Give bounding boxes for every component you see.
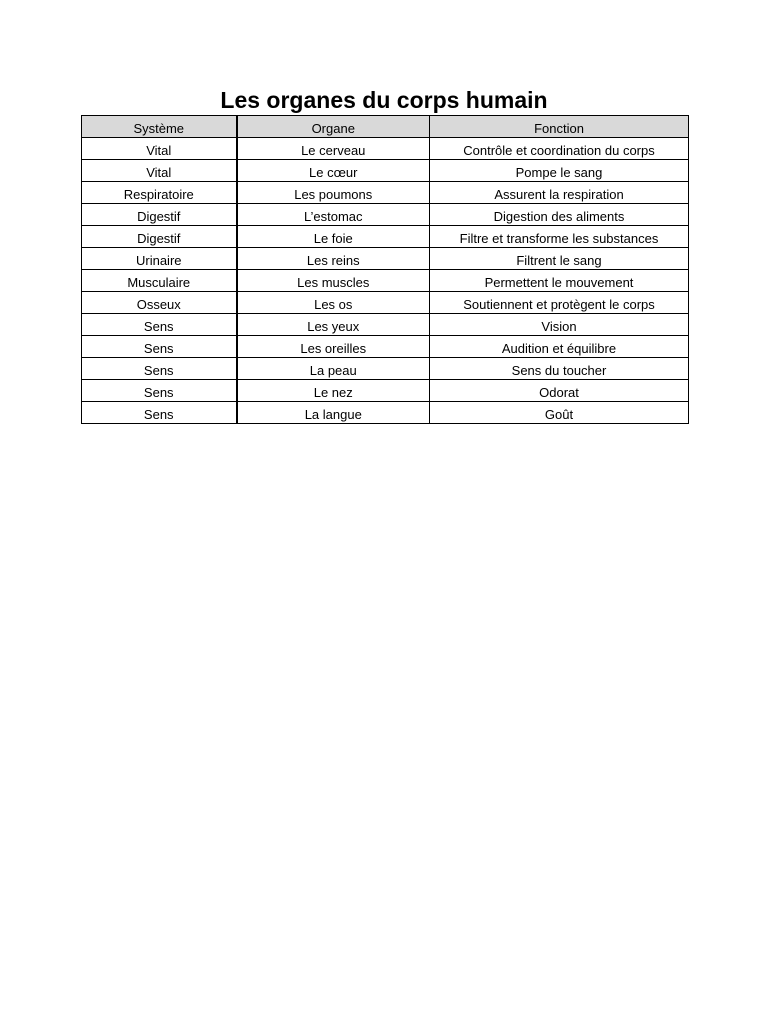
table-row xyxy=(82,292,689,314)
cell-systeme: Urinaire xyxy=(82,248,237,270)
cell-fonction: Digestion des aliments xyxy=(430,204,689,226)
page-title: Les organes du corps humain xyxy=(220,87,548,113)
cell-fonction: Filtre et transforme les substances xyxy=(430,226,689,248)
cell-organe: Le foie xyxy=(237,226,430,248)
cell-organe: La langue xyxy=(237,402,430,424)
cell-fonction: Odorat xyxy=(430,380,689,402)
cell-organe: Le nez xyxy=(237,380,430,402)
table-row xyxy=(82,380,689,402)
cell-systeme: Osseux xyxy=(82,292,237,314)
cell-systeme: Vital xyxy=(82,138,237,160)
cell-organe: Les reins xyxy=(237,248,430,270)
organ-table xyxy=(81,115,689,424)
table-row xyxy=(82,138,689,160)
table-row xyxy=(82,336,689,358)
cell-fonction: Contrôle et coordination du corps xyxy=(430,138,689,160)
cell-fonction: Permettent le mouvement xyxy=(430,270,689,292)
cell-organe: Le cœur xyxy=(237,160,430,182)
cell-fonction: Vision xyxy=(430,314,689,336)
cell-organe: Les oreilles xyxy=(237,336,430,358)
header-systeme: Système xyxy=(82,116,237,138)
header-fonction: Fonction xyxy=(430,116,689,138)
header-organe: Organe xyxy=(237,116,430,138)
cell-fonction: Audition et équilibre xyxy=(430,336,689,358)
cell-systeme: Sens xyxy=(82,380,237,402)
cell-fonction: Sens du toucher xyxy=(430,358,689,380)
cell-systeme: Respiratoire xyxy=(82,182,237,204)
cell-systeme: Musculaire xyxy=(82,270,237,292)
cell-systeme: Digestif xyxy=(82,226,237,248)
table-row xyxy=(82,160,689,182)
cell-systeme: Sens xyxy=(82,358,237,380)
cell-systeme: Vital xyxy=(82,160,237,182)
table-row xyxy=(82,226,689,248)
cell-organe: L’estomac xyxy=(237,204,430,226)
cell-organe: Les os xyxy=(237,292,430,314)
cell-organe: Les poumons xyxy=(237,182,430,204)
cell-fonction: Filtrent le sang xyxy=(430,248,689,270)
table-row xyxy=(82,182,689,204)
cell-systeme: Sens xyxy=(82,336,237,358)
cell-fonction: Soutiennent et protègent le corps xyxy=(430,292,689,314)
table-row xyxy=(82,358,689,380)
cell-organe: Le cerveau xyxy=(237,138,430,160)
cell-organe: La peau xyxy=(237,358,430,380)
table-row xyxy=(82,248,689,270)
table-row xyxy=(82,204,689,226)
cell-systeme: Sens xyxy=(82,314,237,336)
cell-fonction: Assurent la respiration xyxy=(430,182,689,204)
cell-fonction: Pompe le sang xyxy=(430,160,689,182)
cell-systeme: Digestif xyxy=(82,204,237,226)
table-row xyxy=(82,270,689,292)
cell-organe: Les muscles xyxy=(237,270,430,292)
table-row xyxy=(82,402,689,424)
cell-fonction: Goût xyxy=(430,402,689,424)
cell-organe: Les yeux xyxy=(237,314,430,336)
table-row xyxy=(82,314,689,336)
table-header-row xyxy=(82,116,689,138)
cell-systeme: Sens xyxy=(82,402,237,424)
